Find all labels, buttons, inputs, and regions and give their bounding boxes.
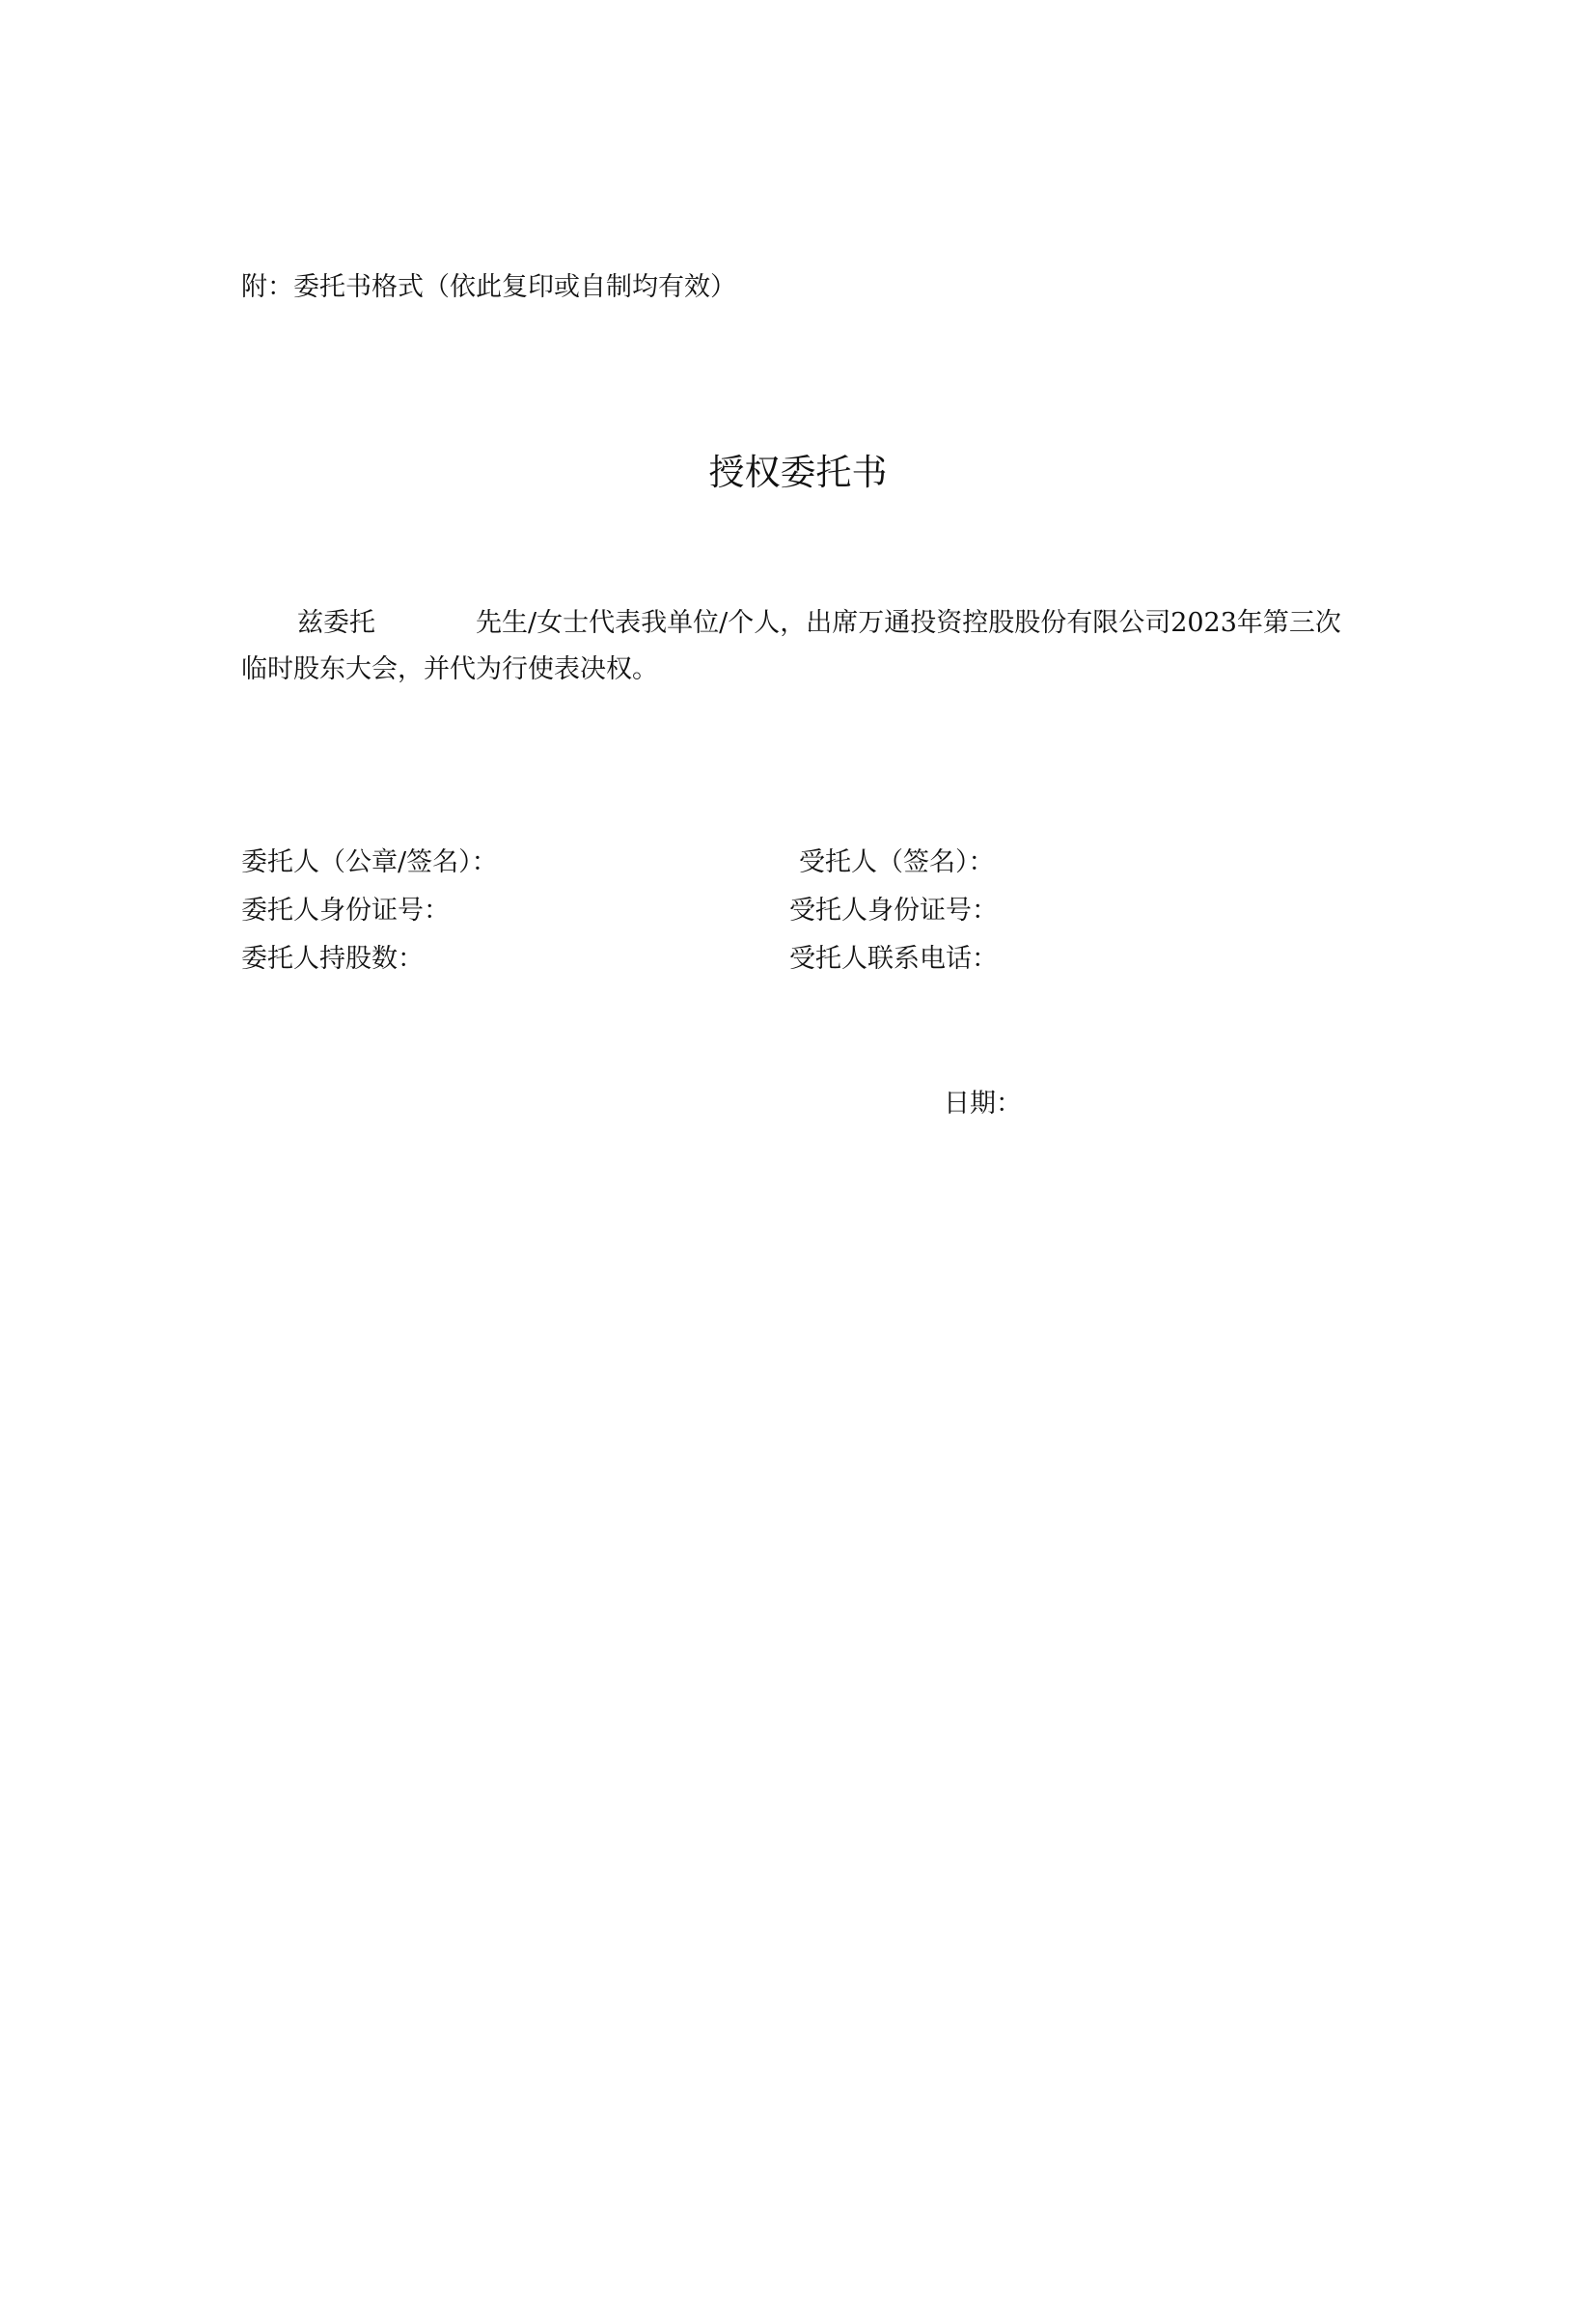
principal-signature-label: 委托人（公章/签名）： bbox=[241, 847, 498, 877]
principal-id-label: 委托人身份证号： bbox=[241, 896, 450, 926]
entrust-text-start: 兹委托 bbox=[297, 608, 375, 638]
agent-phone-label: 受托人联系电话： bbox=[789, 944, 998, 974]
principal-shares-label: 委托人持股数： bbox=[241, 944, 424, 974]
document-title: 授权委托书 bbox=[708, 452, 888, 493]
attachment-note: 附：委托书格式（依此复印或自制均有效） bbox=[241, 272, 736, 302]
agent-id-label: 受托人身份证号： bbox=[789, 896, 998, 926]
entrust-text-rest: 先生/女士代表我单位/个人，出席万通投资控股股份有限公司2023年第三次临时股东大会，并代为行使表决权。 bbox=[241, 608, 1341, 684]
date-label: 日期： bbox=[944, 1089, 1022, 1119]
entrustment-paragraph bbox=[241, 600, 1351, 693]
agent-signature-label: 受托人（签名）： bbox=[799, 847, 995, 877]
